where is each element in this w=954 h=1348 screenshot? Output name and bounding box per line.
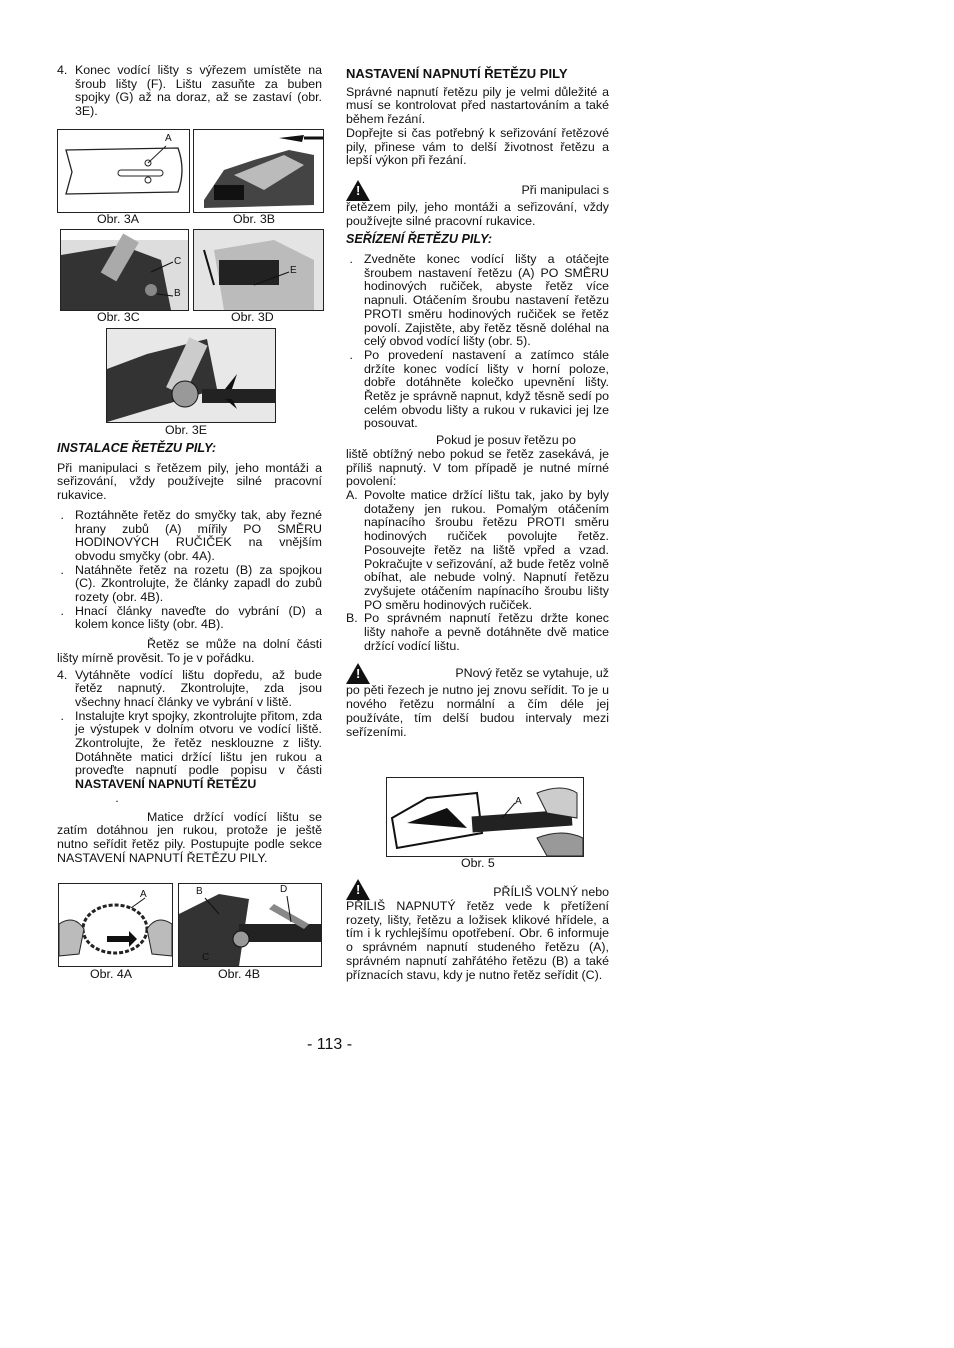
- install-step-4: Vytáhněte vodící lištu dopředu, až bude řetěz napnutý. Zkontrolujte, zda jsou všechny hnací články ve vybrání v liště.: [75, 667, 322, 709]
- page-number: - 113 -: [307, 1036, 353, 1053]
- caption-3b: Obr. 3B: [233, 212, 276, 226]
- loosen-step-b: Po správném napnutí řetězu držte konec lišty nahoře a pevně dotáhněte dvě matice držící vodící lištu.: [364, 611, 609, 653]
- warning-gloves: [346, 180, 609, 201]
- warning-new-chain: [346, 663, 609, 684]
- warning-icon: [346, 879, 370, 900]
- figure-3e: [106, 328, 276, 423]
- clutch-illustration: [61, 230, 188, 310]
- caption-3c: Obr. 3C: [97, 310, 140, 324]
- left-column-install: INSTALACE ŘETĚZU PILY: Při manipulaci s řetězem pily, jeho montáži a seřizování, vždy používejte silné pracovní rukavice. . Roztáhněte řetěz do smyčky tak, aby řezné hrany zubů (A) mířily PO SMĚRU HODINOVÝCH RUČIČEK na vnějším obvodu smyčky (obr. 4A). . Natáhněte řetěz na rozetu (B) za spojkou (C). Zkontrolujte, že články zapadl do zubů rozety (obr. 4B). . Hnací články naveďte do vybrání (D) a kolem konce lišty (obr. 4B). Řetěz se může na dolní části lišty mírně prověsit. To je v pořádku. 4. Vytáhněte vodící lištu dopředu, až bude řetěz napnutý. Zkontrolujte, zda jsou všechny hnací články ve vybrání v liště. . Instalujte kryt spojky, zkontrolujte přitom, zda je výstupek v dolním otvoru ve vodící liště. Zkontrolujte, že řetěz nesklouzne z lišty. Dotáhněte matici držící lištu jen rukou a proveďte napnutí podle popisu v části NASTAVENÍ NAPNUTÍ ŘETĚZU . Matice držící vodící lištu se zatím dotáhnou jen rukou, protože je ještě nutno seřídit řetěz pily. Postupujte podle sekce NASTAVENÍ NAPNUTÍ ŘETĚZU PILY.: [57, 441, 322, 865]
- tension-intro: Správné napnutí řetězu pily je velmi důležité a musí se kontrolovat před nastartováním a také během řezání.: [346, 84, 609, 127]
- clutch-cover-illustration: [194, 230, 323, 310]
- warning-new-chain-rest: po pěti řezech je nutno jej znovu seřídit. To je u nového řetězu normální a čím déle jej používáte, tím delší budou intervaly mezi seřízeními.: [346, 683, 609, 739]
- right-column-tension: NASTAVENÍ NAPNUTÍ ŘETĚZU PILY Správné napnutí řetězu pily je velmi důležité a musí se kontrolovat před nastartováním a také během řezání. Dopřejte si čas potřebný k seřizování řetězové pily, přinese vám to delší životnost řetězu a lepší výkon při řezání. ! Při manipulaci s řetězem pily, jeho montáži a seřizování, vždy používejte silné pracovní rukavice. SEŘÍZENÍ ŘETĚZU PILY: . Zvedněte konec vodící lišty a otáčejte šroubem nastavení řetězu (A) PO SMĚRU hodinových ručiček, abyste řetěz více napnuli. Otáčením šroubu nastavení řetězu PROTI směru hodinových ručiček se řetěz povolí. Zajistěte, aby řetěz těsně doléhal na celý obvod vodící lišty (obr. 5). . Po provedení nastavení a zatímco stále držíte konec vodící lišty v horní poloze, dobře dotáhněte kolečko upevnění lišty. Řetěz je správně napnut, když těsně sedí po celém obvodu lišty a rukou v rukavici jej lze posouvat. Pokud je posuv řetězu po liště obtížný nebo pokud se řetěz zasekává, je příliš napnutý. V tom případě je nutné mírné povolení: A. Povolte matice držící lištu tak, jako by byly dotaženy jen rukou. Pomalým otáčením napínacího šroubu řetězu PROTI směru hodinových ručiček povolujte řetěz. Posouvejte řetěz na liště vpřed a vzad. Pokračujte v seřizování, až bude řetěz volně obíhat, ale nebude volný. Napnutí řetězu zvyšujete otáčením napínacího šroubu lišty PO směru hodinových ručiček. B. Po správném napnutí řetězu držte konec lišty nahoře a pevně dotáhněte dvě matice držící vodící lištu. ! PNový řetěz se vytahuje, už po pěti řezech je nutno jej znovu seřídit. To je u nového řetězu normální a čím déle jej používáte, tím delší budou intervaly mezi seřízeními.: [346, 67, 609, 739]
- warning-tension-first: PŘÍLIŠ VOLNÝ nebo: [493, 885, 609, 899]
- label-a: A: [515, 796, 522, 807]
- bar-mounted-illustration: [107, 329, 275, 422]
- section-reference: NASTAVENÍ NAPNUTÍ ŘETĚZU: [75, 777, 257, 792]
- figure-3c: [60, 229, 189, 311]
- label-c: C: [174, 256, 182, 267]
- install-intro: Při manipulaci s řetězem pily, jeho montáži a seřizování, vždy používejte silné pracovní rukavice.: [57, 460, 322, 503]
- figure-4b: [178, 883, 322, 967]
- bar-lift-illustration: [387, 778, 583, 856]
- chain-loop-illustration: [59, 884, 172, 966]
- left-step-4a: [57, 64, 322, 119]
- caption-3a: Obr. 3A: [97, 212, 140, 226]
- caption-4a: Obr. 4A: [90, 967, 133, 981]
- caption-5: Obr. 5: [461, 856, 495, 870]
- warning-tension-rest: PŘÍLIŠ NAPNUTÝ řetěz vede k přetížení rozety, lišty, řetězu a ložisek klikové hřídele, a tím i k rychlejšímu opotřebení. Obr. 6 informuje o správném napnutí studeného řetězu (A), správném napnutí zahřátého řetězu (B) a také příznacích stavu, kdy je nutno řetěz seřídit (C).: [346, 899, 609, 982]
- saw-body-illustration: [194, 130, 323, 212]
- list-mark-a: A.: [346, 487, 358, 502]
- right-column-warning: [346, 879, 609, 982]
- dot: .: [115, 790, 119, 805]
- figure-3d: [193, 229, 324, 311]
- warning-tension: [346, 879, 609, 900]
- install-step-2: Natáhněte řetěz na rozetu (B) za spojkou (C). Zkontrolujte, že články zapadl do zubů rozety (obr. 4B).: [75, 562, 322, 605]
- step-number: 4.: [57, 63, 68, 77]
- adjust-step-2: Po provedení nastavení a zatímco stále držíte konec vodící lišty v horní poloze, dobře dotáhněte kolečko upevnění lišty. Řetěz je správně napnut, když těsně sedí po celém obvodu lišty a rukou v rukavici jej lze posouvat.: [364, 347, 609, 431]
- warning-new-chain-first: PNový řetěz se vytahuje, už: [455, 666, 609, 681]
- label-a: A: [140, 889, 147, 900]
- warning-icon: [346, 180, 370, 201]
- note-hand-tighten: Matice držící vodící lištu se zatím dotáhnou jen rukou, protože je ještě nutno seřídit řetěz pily. Postupujte podle sekce NASTAVENÍ NAPNUTÍ ŘETĚZU PILY.: [57, 809, 322, 865]
- note-sag: Řetěz se může na dolní části lišty mírně prověsit. To je v pořádku.: [57, 637, 322, 665]
- install-step-5: [75, 710, 322, 792]
- figure-5: [386, 777, 584, 857]
- step-text: Konec vodící lišty s výřezem umístěte na šroub lišty (F). Lištu zasuňte za buben spojky (G) až na doraz, až se zastaví (obr. 3E).: [75, 63, 322, 119]
- figure-3a: [57, 129, 190, 213]
- note-too-tight-first: Pokud je posuv řetězu po: [436, 433, 576, 448]
- tension-heading: NASTAVENÍ NAPNUTÍ ŘETĚZU PILY: [346, 66, 568, 81]
- label-d: D: [280, 884, 288, 895]
- label-a: A: [165, 133, 172, 144]
- figure-3b: [193, 129, 324, 213]
- adjust-heading: SEŘÍZENÍ ŘETĚZU PILY:: [346, 232, 493, 247]
- loosen-step-a: Povolte matice držící lištu tak, jako by byly dotaženy jen rukou. Pomalým otáčením napínacího šroubu řetězu PROTI směru hodinových ručiček povolujte řetěz. Posouvejte řetěz na liště vpřed a vzad. Pokračujte v seřizování, až bude řetěz volně obíhat, ale nebude volný. Napnutí řetězu zvyšujete otáčením napínacího šroubu lišty PO směru hodinových ručiček.: [364, 487, 609, 612]
- tension-benefit: Dopřejte si čas potřebný k seřizování řetězové pily, přinese vám to delší životnost řetězu a lepší výkon při řezání.: [346, 125, 609, 168]
- figure-4a: [58, 883, 173, 967]
- install-step-1: Roztáhněte řetěz do smyčky tak, aby řezné hrany zubů (A) mířily PO SMĚRU HODINOVÝCH RUČIČEK na vnějším obvodu smyčky (obr. 4A).: [75, 507, 322, 563]
- note-too-tight-rest: liště obtížný nebo pokud se řetěz zasekává, je příliš napnutý. V tom případě je nutné mírné povolení:: [346, 446, 609, 489]
- label-e: E: [290, 265, 297, 276]
- install-step-5-text: Instalujte kryt spojky, zkontrolujte přitom, zda je výstupek v dolním otvoru ve vodící liště. Zkontrolujte, že řetěz nesklouzne z lišty. Dotáhněte matici držící lištu jen rukou a proveďte napnutí podle popisu v části: [75, 708, 322, 778]
- warning-icon: [346, 663, 370, 684]
- caption-3d: Obr. 3D: [231, 310, 274, 324]
- install-heading: INSTALACE ŘETĚZU PILY:: [57, 441, 217, 455]
- install-step-3: Hnací články naveďte do vybrání (D) a kolem konce lišty (obr. 4B).: [75, 603, 322, 632]
- list-mark-b: B.: [346, 611, 358, 626]
- caption-4b: Obr. 4B: [218, 967, 261, 981]
- warning-gloves-rest: řetězem pily, jeho montáži a seřizování, vždy používejte silné pracovní rukavice.: [346, 199, 609, 228]
- caption-3e: Obr. 3E: [165, 423, 208, 437]
- label-b: B: [174, 288, 181, 299]
- adjust-step-1: Zvedněte konec vodící lišty a otáčejte šroubem nastavení řetězu (A) PO SMĚRU hodinových ručiček, abyste řetěz více napnuli. Otáčením šroubu nastavení řetězu PROTI směru hodinových ručiček se řetěz povolí. Zajistěte, aby řetěz těsně doléhal na celý obvod vodící lišty (obr. 5).: [364, 252, 609, 349]
- label-c: C: [202, 952, 210, 963]
- label-b: B: [196, 886, 203, 897]
- step-number: 4.: [57, 667, 68, 682]
- warning-gloves-first: Při manipulaci s: [521, 182, 609, 197]
